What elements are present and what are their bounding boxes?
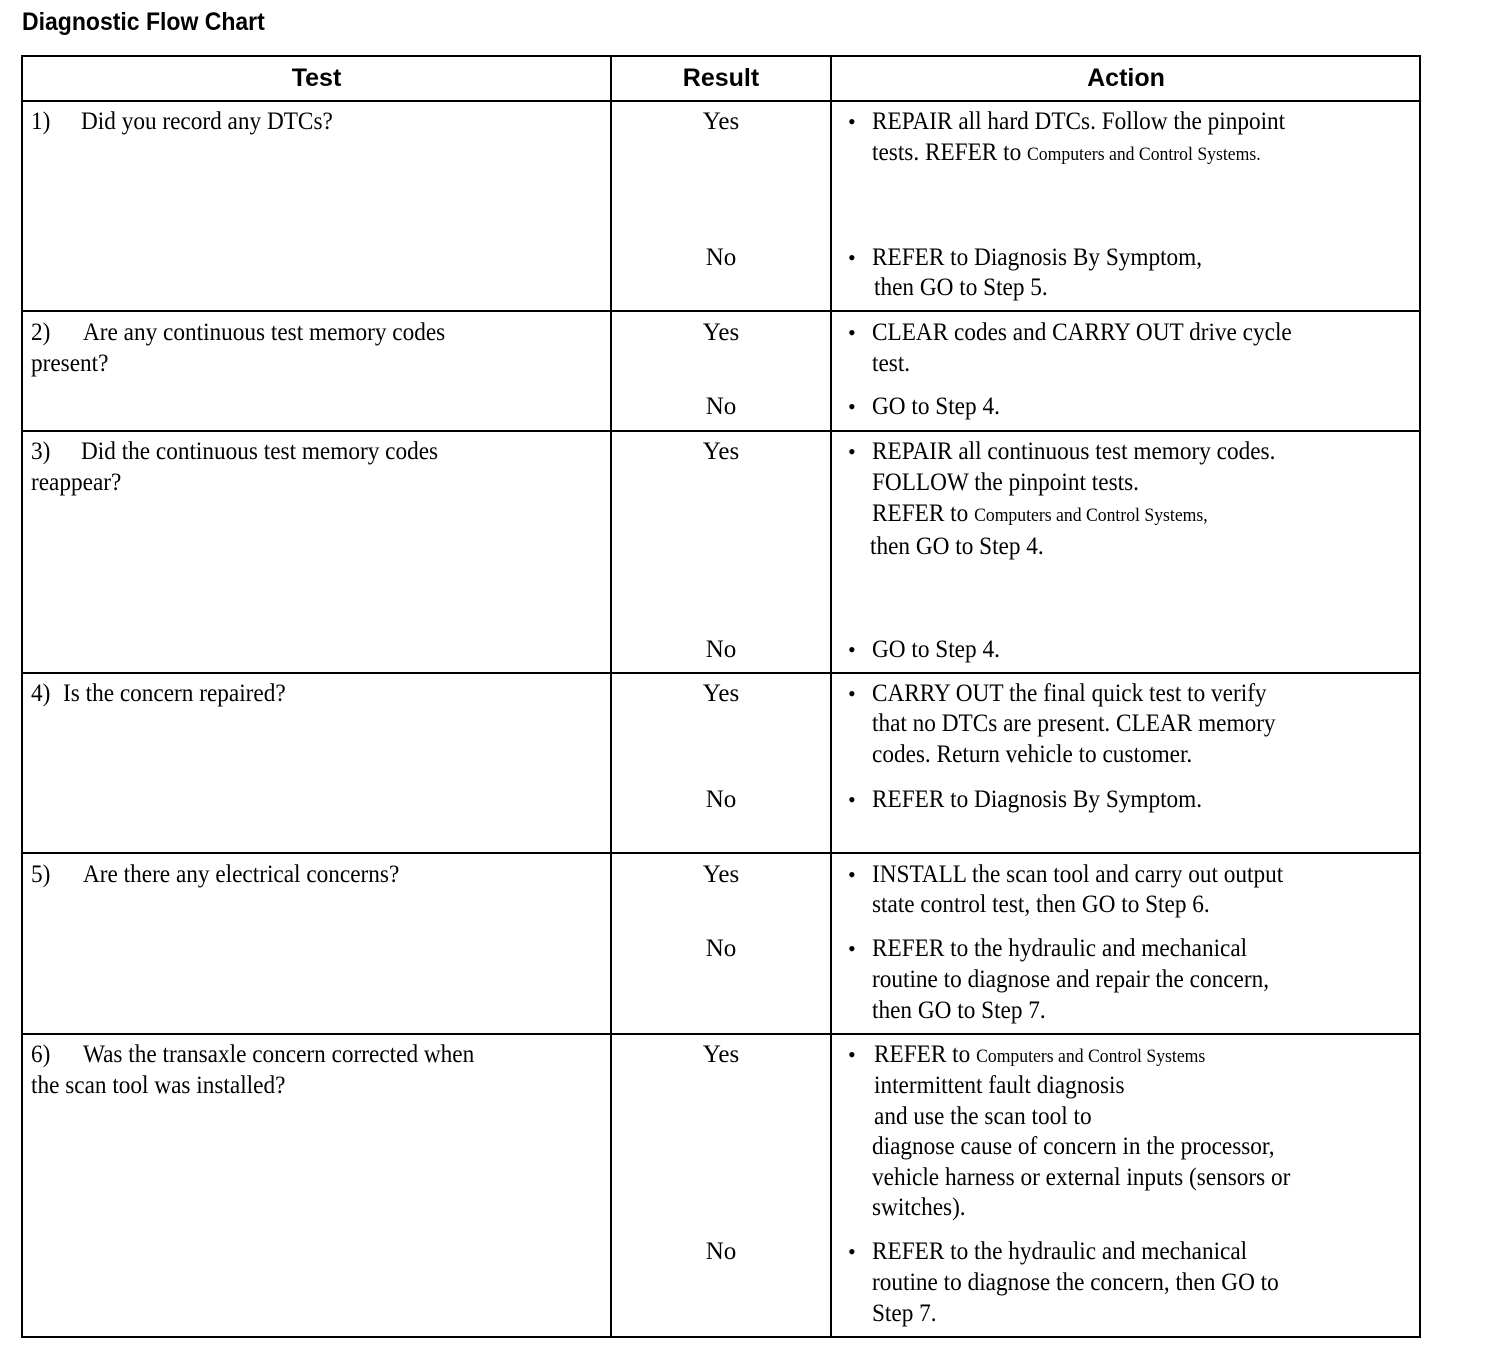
row-divider xyxy=(22,310,1421,312)
row-divider xyxy=(22,1033,1421,1035)
header-result: Result xyxy=(682,64,760,92)
test-number: 2) xyxy=(31,319,51,346)
action-line: intermittent fault diagnosis xyxy=(874,1072,1125,1099)
test-question: reappear? xyxy=(31,469,122,496)
action-line: then GO to Step 4. xyxy=(870,533,1044,560)
action-line: Step 7. xyxy=(872,1300,937,1327)
action-line: then GO to Step 5. xyxy=(874,274,1048,301)
row-divider xyxy=(22,100,1421,102)
test-question: Did you record any DTCs? xyxy=(81,108,333,135)
action-line: FOLLOW the pinpoint tests. xyxy=(872,469,1139,496)
result-no: No xyxy=(705,393,737,420)
test-number: 6) xyxy=(31,1041,51,1068)
action-line: tests. REFER to Computers and Control Systems. xyxy=(872,139,1261,166)
action-line: then GO to Step 7. xyxy=(872,997,1046,1024)
bullet-icon: • xyxy=(848,637,856,662)
bullet-icon: • xyxy=(848,320,856,345)
action-line: state control test, then GO to Step 6. xyxy=(872,891,1210,918)
action-line: that no DTCs are present. CLEAR memory xyxy=(872,710,1276,737)
test-question: the scan tool was installed? xyxy=(31,1072,286,1099)
action-line: REFER to Computers and Control Systems, xyxy=(872,500,1208,527)
row-divider xyxy=(22,672,1421,674)
action-line: REFER to the hydraulic and mechanical xyxy=(872,935,1248,962)
action-line: CARRY OUT the final quick test to verify xyxy=(872,680,1267,707)
test-question: Are any continuous test memory codes xyxy=(83,319,446,346)
table-border-right xyxy=(1419,55,1421,1338)
action-line: switches). xyxy=(872,1194,966,1221)
bullet-icon: • xyxy=(848,394,856,419)
bullet-icon: • xyxy=(848,245,856,270)
result-no: No xyxy=(705,1238,737,1265)
row-divider xyxy=(22,430,1421,432)
bullet-icon: • xyxy=(848,787,856,812)
action-line: REPAIR all hard DTCs. Follow the pinpoint xyxy=(872,108,1286,135)
bullet-icon: • xyxy=(848,109,856,134)
bullet-icon: • xyxy=(848,681,856,706)
page-title: Diagnostic Flow Chart xyxy=(22,8,265,36)
test-question: Did the continuous test memory codes xyxy=(81,438,439,465)
action-line: INSTALL the scan tool and carry out output xyxy=(872,861,1284,888)
action-line: GO to Step 4. xyxy=(872,636,1000,663)
result-yes: Yes xyxy=(702,438,740,465)
result-no: No xyxy=(705,935,737,962)
header-test: Test xyxy=(291,64,342,92)
action-line: REFER to Computers and Control Systems xyxy=(874,1041,1206,1068)
action-line: routine to diagnose the concern, then GO to xyxy=(872,1269,1279,1296)
test-question: present? xyxy=(31,350,109,377)
result-no: No xyxy=(705,636,737,663)
action-line: vehicle harness or external inputs (sensors or xyxy=(872,1164,1291,1191)
action-line: REFER to Diagnosis By Symptom. xyxy=(872,786,1203,813)
test-number: 1) xyxy=(31,108,51,135)
result-no: No xyxy=(705,244,737,271)
action-line: test. xyxy=(872,350,911,377)
result-yes: Yes xyxy=(702,108,740,135)
action-line: GO to Step 4. xyxy=(872,393,1000,420)
action-line: REPAIR all continuous test memory codes. xyxy=(872,438,1276,465)
result-yes: Yes xyxy=(702,319,740,346)
result-yes: Yes xyxy=(702,861,740,888)
bullet-icon: • xyxy=(848,439,856,464)
result-yes: Yes xyxy=(702,680,740,707)
bullet-icon: • xyxy=(848,862,856,887)
test-number: 4) xyxy=(31,680,51,707)
table-border-left xyxy=(21,55,23,1338)
bullet-icon: • xyxy=(848,1042,856,1067)
action-line: REFER to the hydraulic and mechanical xyxy=(872,1238,1248,1265)
result-yes: Yes xyxy=(702,1041,740,1068)
action-line: codes. Return vehicle to customer. xyxy=(872,741,1193,768)
action-line: routine to diagnose and repair the concern, xyxy=(872,966,1270,993)
row-divider xyxy=(22,852,1421,854)
test-number: 3) xyxy=(31,438,51,465)
result-no: No xyxy=(705,786,737,813)
header-action: Action xyxy=(1087,64,1165,92)
action-line: diagnose cause of concern in the processor, xyxy=(872,1133,1275,1160)
test-question: Was the transaxle concern corrected when xyxy=(83,1041,475,1068)
table-border-top xyxy=(22,55,1421,57)
action-line: REFER to Diagnosis By Symptom, xyxy=(872,244,1203,271)
bullet-icon: • xyxy=(848,1239,856,1264)
table-border-bottom xyxy=(22,1336,1421,1338)
test-question: Are there any electrical concerns? xyxy=(83,861,400,888)
action-line: and use the scan tool to xyxy=(874,1103,1092,1130)
bullet-icon: • xyxy=(848,936,856,961)
test-question: Is the concern repaired? xyxy=(63,680,286,707)
test-number: 5) xyxy=(31,861,51,888)
action-line: CLEAR codes and CARRY OUT drive cycle xyxy=(872,319,1292,346)
